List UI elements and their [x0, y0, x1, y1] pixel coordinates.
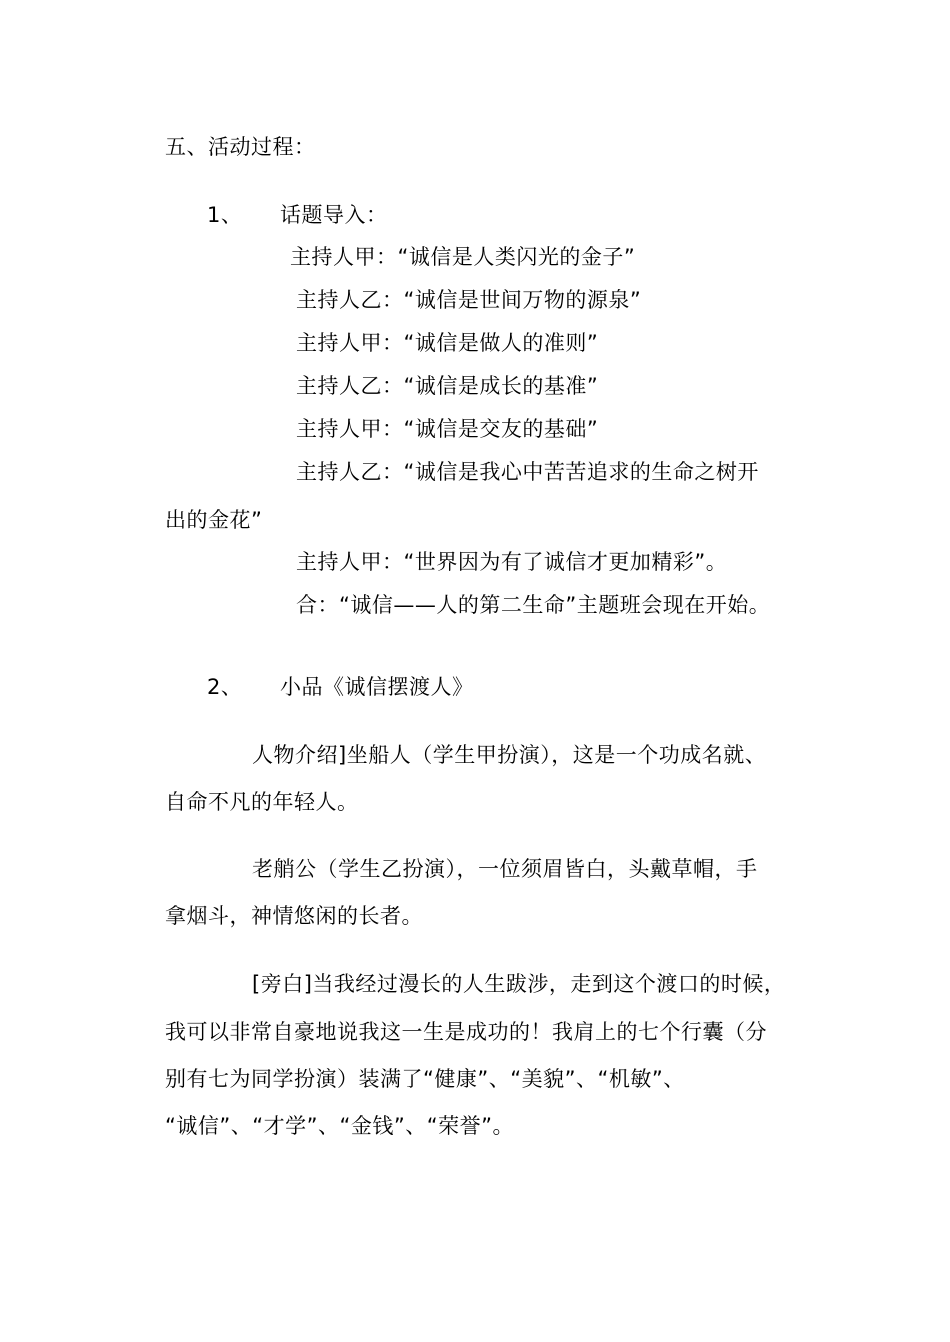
section-title: 五、活动过程：: [165, 135, 316, 159]
paragraph-line: 我可以非常自豪地说我这一生是成功的！我肩上的七个行囊（分: [165, 1020, 767, 1044]
paragraph-line: 别有七为同学扮演）装满了“健康”、“美貌”、“机敏”、: [165, 1067, 685, 1091]
dialogue-line: 合：“诚信——人的第二生命”主题班会现在开始。: [296, 593, 771, 617]
paragraph-line: “诚信”、“才学”、“金钱”、“荣誉”。: [165, 1114, 515, 1138]
paragraph-line: 人物介绍]坐船人（学生甲扮演），这是一个功成名就、: [252, 743, 767, 767]
dialogue-line: 主持人甲：“诚信是交友的基础”: [296, 417, 599, 441]
dialogue-line: 主持人乙：“诚信是我心中苦苦追求的生命之树开: [296, 460, 759, 484]
item1-heading: 话题导入：: [280, 203, 388, 227]
item2-heading: 小品《诚信摆渡人》: [280, 675, 474, 699]
dialogue-line: 主持人甲：“诚信是做人的准则”: [296, 331, 599, 355]
paragraph-line: 自命不凡的年轻人。: [165, 790, 359, 814]
dialogue-line: 出的金花”: [165, 508, 263, 532]
paragraph-line: 老艄公（学生乙扮演），一位须眉皆白，头戴草帽，手: [252, 857, 758, 881]
item1-number: 1、: [207, 203, 243, 227]
dialogue-line: 主持人乙：“诚信是成长的基准”: [296, 374, 599, 398]
paragraph-line: 拿烟斗，神情悠闲的长者。: [165, 904, 423, 928]
dialogue-line: 主持人甲：“诚信是人类闪光的金子”: [290, 245, 636, 269]
paragraph-line: [旁白]当我经过漫长的人生跋涉，走到这个渡口的时候，: [252, 972, 786, 996]
item2-number: 2、: [207, 675, 243, 699]
dialogue-line: 主持人乙：“诚信是世间万物的源泉”: [296, 288, 642, 312]
dialogue-line: 主持人甲：“世界因为有了诚信才更加精彩”。: [296, 550, 728, 574]
